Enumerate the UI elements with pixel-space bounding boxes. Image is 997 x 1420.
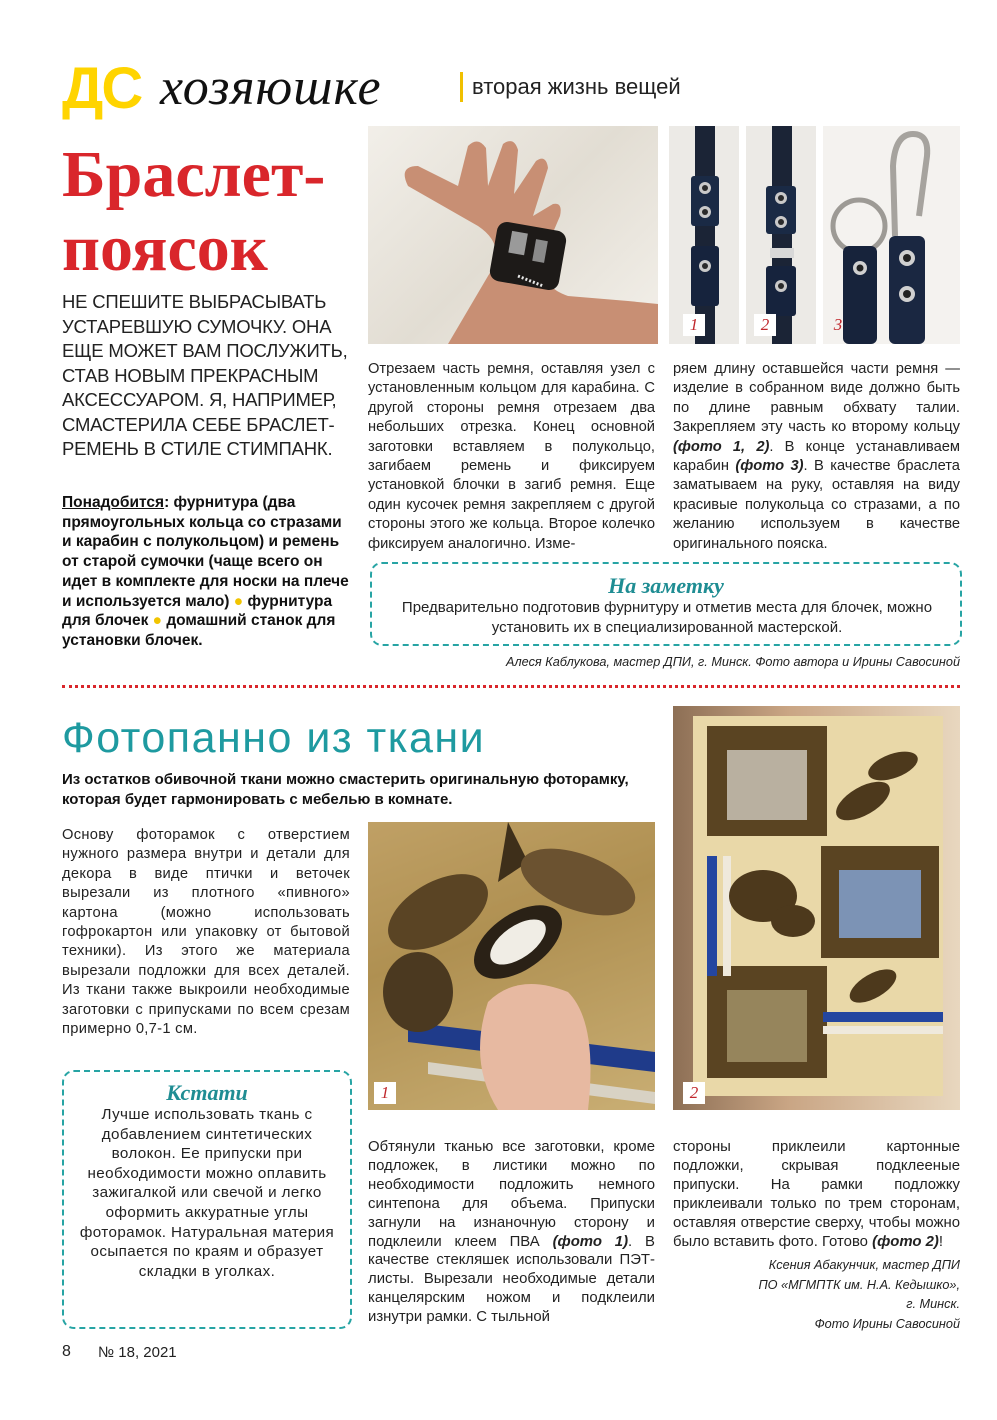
article1-column-2	[673, 360, 960, 554]
photo-step-1	[669, 126, 739, 344]
photo-bracelet-on-wrist	[368, 126, 658, 344]
a2-col2-text-a: стороны приклеили картонные подложки, скрывая подклееные припуски. На рамки подложку приклеивали только по трем сторонам, оставляя отверстие сверху, чтобы можно было вставить фото. Готово	[673, 1139, 960, 1250]
issue-number: № 18, 2021	[98, 1344, 177, 1361]
photo-number: 2	[754, 314, 776, 336]
article1-title-line1: Браслет-	[62, 138, 326, 211]
article2-lead: Из остатков обивочной ткани можно смастерить оригинальную фоторамку, которая будет гармонировать с мебелью в комнате.	[62, 771, 629, 808]
strap-illustration-2	[746, 126, 816, 344]
a2-col1-text-a: Обтянули тканью все заготовки, кроме подложек, в листики можно по необходимости подложить немного синтепона для объема. Припуски загнули на изнаночную сторону и подклеили клеем ПВА	[368, 1139, 655, 1250]
bullet-icon: ●	[233, 592, 244, 610]
photo-ref: (фото 3)	[735, 458, 804, 475]
photo-finished-panel	[673, 706, 960, 1110]
photo-number: 1	[374, 1082, 396, 1104]
article1-column-1: Отрезаем часть ремня, оставляя узел с установленным кольцом для карабина. С другой стороны ремня отрезаем два небольших отрезка. Конец основной заготовки вставляем в полукольцо, загибаем ремень и фиксируем установкой блочки в загиб ремня. Еще один кусочек ремня закрепляем с другой стороны этого же кольца. Второе колечко фиксируем аналогично. Изме-	[368, 361, 655, 552]
materials-label: Понадобится	[62, 494, 165, 511]
article1-title	[62, 138, 362, 286]
photo-number: 1	[683, 314, 705, 336]
materials-text-2: фурнитура для блочек	[62, 592, 333, 630]
article1-title-line2: поясок	[62, 212, 268, 285]
materials-text-3: домашний станок для установки блочек.	[62, 612, 336, 649]
photo-ref: (фото 1, 2)	[673, 438, 770, 455]
article2-credit	[673, 1256, 960, 1334]
article1-credit: Алеся Каблукова, мастер ДПИ, г. Минск. Фото автора и Ирины Савосиной	[506, 655, 960, 669]
photo-number: 3	[833, 315, 843, 334]
a2-col2-text-c: !	[938, 1233, 943, 1250]
article2-column-2	[673, 1138, 960, 1251]
magazine-logo-ds: ДС	[62, 56, 142, 121]
credit-line: Ксения Абакунчик, мастер ДПИ	[768, 1258, 960, 1272]
section-logo-word: хозяюшке	[160, 59, 382, 116]
article2-body-left: Основу фоторамок с отверстием нужного размера внутри и детали для декора в виде птички и веточек вырезали из плотного «пивного» картона (можно использовать гофрокартон или упаковку от бытовой техники). Из этого же материала вырезали подложки для всех деталей. Из ткани также выкроили необходимые заготовки с припусками по всем срезам примерно 0,7-1 см.	[62, 827, 350, 1038]
article2-column-1	[368, 1138, 655, 1327]
photo-number: 2	[683, 1082, 705, 1104]
fabric-illustration	[368, 822, 655, 1110]
credit-line: г. Минск.	[906, 1297, 960, 1311]
photo-step-3	[823, 126, 960, 344]
note-text: Предварительно подготовив фурнитуру и отметив места для блочек, можно установить их в специализированной мастерской.	[401, 599, 933, 636]
rubric-divider	[460, 72, 463, 102]
credit-line: Фото Ирины Савосиной	[814, 1316, 960, 1331]
section-divider	[62, 685, 960, 688]
note-title: На заметку	[608, 573, 724, 598]
tip-title: Кстати	[166, 1080, 248, 1105]
col2-text-e: . В качестве браслета заматываем на руку, оставляя на виду красивые полукольца со стразами, а по желанию используем в качестве оригинального пояска.	[673, 458, 960, 552]
page-number: 8	[62, 1343, 71, 1360]
photo-step-2	[746, 126, 816, 344]
bullet-icon: ●	[152, 612, 163, 630]
tip-text: Лучше использовать ткань с добавлением синтетических волокон. Ее припуски при необходимости можно оплавить зажигалкой или свечой и легко оформить аккуратные углы фоторамок. Натуральная материя осыпается по краям и образует складки в уголках.	[79, 1106, 335, 1280]
wrist-illustration	[368, 126, 658, 344]
panel-illustration	[673, 706, 960, 1110]
materials-text-1: : фурнитура (два прямоугольных кольца со стразами и карабин с полукольцом) и ремень от старой сумочки (чаще всего он идет в комплекте для носки на плече и используется мало)	[62, 494, 349, 610]
article1-materials	[62, 493, 352, 651]
carabiner-illustration	[823, 126, 960, 344]
credit-line: ПО «МГМПТК им. Н.А. Кедышко»,	[758, 1277, 960, 1292]
article1-lead: НЕ СПЕШИТЕ ВЫБРАСЫВАТЬ УСТАРЕВШУЮ СУМОЧКУ. ОНА ЕЩЕ МОЖЕТ ВАМ ПОСЛУЖИТЬ, СТАВ НОВЫМ ПРЕКРАСНЫМ АКСЕССУАРОМ. Я, НАПРИМЕР, СМАСТЕРИЛА СЕБЕ БРАСЛЕТ-РЕМЕНЬ В СТИЛЕ СТИМПАНК.	[62, 291, 348, 459]
col2-text-a: ряем длину оставшейся части ремня — изделие в собранном виде должно быть по длине равным обхвату талии. Закрепляем эту часть ко второму кольцу	[673, 361, 960, 436]
col2-text-c: . В конце устанавливаем карабин	[673, 438, 961, 475]
photo-fabric-leaves	[368, 822, 655, 1110]
article2-title: Фотопанно из ткани	[62, 714, 486, 762]
photo-ref: (фото 2)	[872, 1233, 939, 1250]
photo-ref: (фото 1)	[552, 1233, 629, 1250]
rubric-label: вторая жизнь вещей	[472, 74, 681, 99]
a2-col1-text-c: . В качестве стекляшек использовали ПЭТ-листы. Вырезали необходимые детали канцелярским ножом и подклеили изнутри рамки. С тыльной	[368, 1233, 655, 1326]
strap-illustration-1	[669, 126, 739, 344]
